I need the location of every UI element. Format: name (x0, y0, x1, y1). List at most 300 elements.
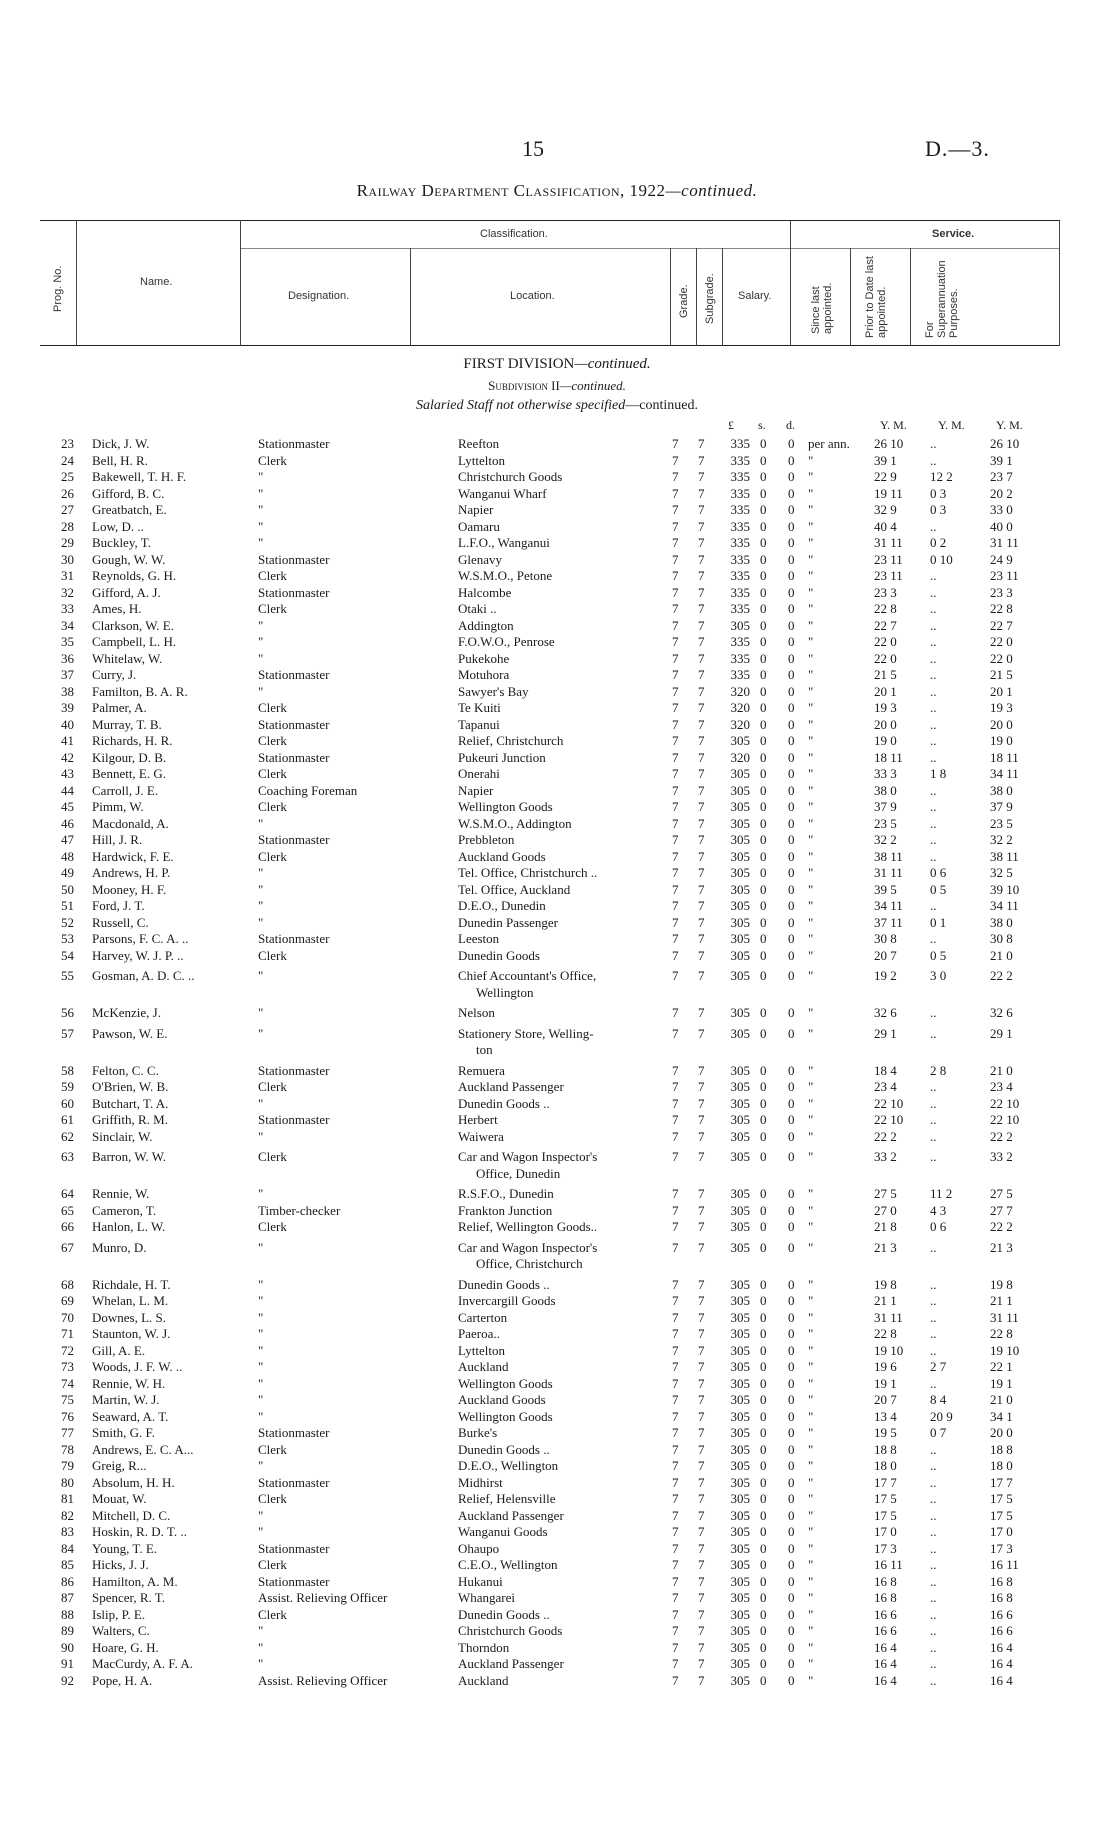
grade: 7 (672, 1425, 679, 1440)
salary-pence: 0 (788, 848, 795, 864)
service-prior: .. (930, 1309, 937, 1325)
prog-no: 85 (61, 1557, 74, 1572)
service-superannuation: 23 7 (990, 469, 1013, 484)
location: Tel. Office, Auckland (458, 881, 571, 897)
salary-period: " (808, 1202, 814, 1218)
prog-no: 35 (61, 634, 74, 649)
salary-pence: 0 (788, 865, 795, 880)
staff-name: Hicks, J. J. (92, 1557, 149, 1572)
staff-name: Bennett, E. G. (92, 766, 167, 781)
location: Wanganui Wharf (458, 485, 547, 501)
location: Dunedin Passenger (458, 914, 559, 930)
service-superannuation: 23 3 (990, 584, 1013, 600)
designation: Clerk (258, 1606, 287, 1622)
service-since-last: 18 11 (874, 749, 903, 765)
designation: " (258, 1656, 264, 1671)
service-superannuation: 19 0 (990, 733, 1013, 748)
service-prior: .. (930, 452, 937, 468)
salary-pence: 0 (788, 469, 795, 484)
service-superannuation: 31 11 (990, 1309, 1019, 1325)
salary-period: " (808, 667, 814, 682)
salary: 305 (730, 914, 750, 930)
grade: 7 (672, 584, 679, 600)
location: Oamaru (458, 518, 500, 534)
location: Tapanui (458, 716, 500, 732)
salary-pence: 0 (788, 1458, 795, 1473)
prog-no: 68 (61, 1276, 74, 1292)
service-prior: 1 8 (930, 766, 947, 781)
salary-pence: 0 (788, 1309, 795, 1325)
salary-period: " (808, 683, 814, 699)
staff-name: Walters, C. (92, 1623, 150, 1638)
salary-shillings: 0 (760, 766, 767, 781)
designation: " (258, 1375, 264, 1391)
salary-shillings: 0 (760, 1425, 767, 1440)
salary-shillings: 0 (760, 617, 767, 633)
designation: Clerk (258, 1441, 287, 1457)
service-superannuation: 33 2 (990, 1149, 1013, 1164)
salary-pence: 0 (788, 1507, 795, 1523)
salary-period: " (808, 551, 814, 567)
designation: " (258, 815, 264, 831)
prog-no: 63 (61, 1149, 74, 1164)
location: L.F.O., Wanganui (458, 535, 550, 550)
salary-shillings: 0 (760, 650, 767, 666)
location-continued: Wellington (476, 984, 534, 1000)
salary-shillings: 0 (760, 1309, 767, 1325)
salary-period: " (808, 502, 814, 517)
subgrade: 7 (698, 436, 705, 451)
salary-shillings: 0 (760, 1375, 767, 1391)
location: Addington (458, 617, 514, 633)
subgrade: 7 (698, 1540, 705, 1556)
staff-name: Smith, G. F. (92, 1425, 155, 1440)
service-prior: 8 4 (930, 1392, 947, 1407)
prog-no: 82 (61, 1507, 74, 1523)
service-since-last: 16 8 (874, 1573, 897, 1589)
subgrade: 7 (698, 469, 705, 484)
header-subgrade: Subgrade. (704, 273, 716, 324)
location: Waiwera (458, 1128, 504, 1144)
service-prior: .. (930, 848, 937, 864)
salary-shillings: 0 (760, 1408, 767, 1424)
salary-pence: 0 (788, 1005, 795, 1020)
salary-pence: 0 (788, 1095, 795, 1111)
service-since-last: 22 0 (874, 650, 897, 666)
prog-no: 47 (61, 832, 74, 847)
subgrade: 7 (698, 584, 705, 600)
salary-period: " (808, 1524, 814, 1539)
designation: " (258, 968, 264, 983)
service-since-last: 21 1 (874, 1293, 897, 1308)
location: F.O.W.O., Penrose (458, 634, 555, 649)
service-since-last: 38 0 (874, 782, 897, 798)
grade: 7 (672, 931, 679, 946)
salary: 305 (730, 898, 750, 913)
location: Thorndon (458, 1639, 510, 1655)
prog-no: 59 (61, 1079, 74, 1094)
salary: 320 (730, 749, 750, 765)
table-row (0, 1458, 1114, 1475)
service-since-last: 20 7 (874, 1392, 897, 1407)
service-since-last: 40 4 (874, 518, 897, 534)
location: Auckland Passenger (458, 1079, 564, 1094)
salary: 305 (730, 1524, 750, 1539)
location: Leeston (458, 931, 500, 946)
salary-shillings: 0 (760, 1202, 767, 1218)
salary-period: " (808, 1425, 814, 1440)
designation: Assist. Relieving Officer (258, 1590, 388, 1605)
salary-pence: 0 (788, 1573, 795, 1589)
service-prior: 20 9 (930, 1408, 953, 1424)
designation: " (258, 1623, 264, 1638)
service-since-last: 32 6 (874, 1005, 897, 1020)
staff-name: Seaward, A. T. (92, 1408, 169, 1424)
prog-no: 34 (61, 617, 74, 633)
salary: 305 (730, 1186, 750, 1201)
salary-pence: 0 (788, 683, 795, 699)
designation: " (258, 881, 264, 897)
salary-pence: 0 (788, 914, 795, 930)
designation: Stationmaster (258, 1474, 330, 1490)
service-superannuation: 16 4 (990, 1639, 1013, 1655)
location: Relief, Wellington Goods.. (458, 1219, 598, 1234)
designation: Clerk (258, 1149, 287, 1164)
service-prior: .. (930, 1507, 937, 1523)
salary: 335 (730, 551, 750, 567)
designation: " (258, 1359, 264, 1374)
service-prior: .. (930, 1079, 937, 1094)
service-prior: .. (930, 1656, 937, 1671)
salary: 335 (730, 584, 750, 600)
grade: 7 (672, 1491, 679, 1506)
prog-no: 79 (61, 1458, 74, 1473)
service-since-last: 19 0 (874, 733, 897, 748)
salary: 305 (730, 832, 750, 847)
prog-no: 76 (61, 1408, 74, 1424)
salary-shillings: 0 (760, 1672, 767, 1688)
salary-shillings: 0 (760, 914, 767, 930)
service-superannuation: 32 6 (990, 1005, 1013, 1020)
service-prior: 3 0 (930, 968, 947, 983)
prog-no: 89 (61, 1623, 74, 1638)
salary-period: " (808, 617, 814, 633)
location: Dunedin Goods (458, 947, 540, 963)
designation: Clerk (258, 601, 287, 616)
prog-no: 42 (61, 749, 74, 765)
table-row (0, 1425, 1114, 1442)
designation: " (258, 1408, 264, 1424)
service-since-last: 22 8 (874, 1326, 897, 1341)
table-row (0, 1277, 1114, 1294)
designation: " (258, 1342, 264, 1358)
staff-name: Mitchell, D. C. (92, 1507, 171, 1523)
salary-period: " (808, 485, 814, 501)
col-divider (410, 248, 411, 346)
grade: 7 (672, 601, 679, 616)
service-prior: 0 10 (930, 551, 953, 567)
table-row (0, 948, 1114, 965)
subgrade: 7 (698, 1149, 705, 1164)
header-classification: Classification. (480, 228, 548, 240)
designation: Stationmaster (258, 1573, 330, 1589)
subgrade: 7 (698, 1112, 705, 1127)
location: Dunedin Goods .. (458, 1276, 550, 1292)
staff-name: Woods, J. F. W. .. (92, 1359, 183, 1374)
service-superannuation: 19 1 (990, 1375, 1013, 1391)
location: Reefton (458, 436, 500, 451)
salary-period: " (808, 1025, 814, 1041)
grade: 7 (672, 535, 679, 550)
location: Wanganui Goods (458, 1524, 548, 1539)
staff-name: Familton, B. A. R. (92, 683, 188, 699)
table-row (0, 1491, 1114, 1508)
staff-name: Greatbatch, E. (92, 502, 167, 517)
salary: 305 (730, 782, 750, 798)
prog-no: 57 (61, 1025, 74, 1041)
salary-period: " (808, 1293, 814, 1308)
location: Nelson (458, 1005, 495, 1020)
table-row (0, 1240, 1114, 1273)
prog-no: 52 (61, 914, 74, 930)
salary-shillings: 0 (760, 1474, 767, 1490)
salary-shillings: 0 (760, 667, 767, 682)
salary-period: " (808, 1079, 814, 1094)
subgrade: 7 (698, 1573, 705, 1589)
salary-pence: 0 (788, 436, 795, 451)
salary: 305 (730, 766, 750, 781)
staff-name: Staunton, W. J. (92, 1326, 171, 1341)
salary-shillings: 0 (760, 799, 767, 814)
staff-name: Dick, J. W. (92, 436, 150, 451)
salary: 305 (730, 881, 750, 897)
salary-shillings: 0 (760, 1524, 767, 1539)
salary: 320 (730, 700, 750, 715)
salary-pence: 0 (788, 1524, 795, 1539)
salary-pence: 0 (788, 947, 795, 963)
subgrade: 7 (698, 1025, 705, 1041)
salary: 305 (730, 1062, 750, 1078)
staff-table-body (0, 436, 1114, 1689)
subgrade: 7 (698, 1375, 705, 1391)
salary-period: " (808, 832, 814, 847)
staff-name: Russell, C. (92, 914, 149, 930)
table-row (0, 915, 1114, 932)
location: Te Kuiti (458, 700, 501, 715)
location: Lyttelton (458, 1342, 505, 1358)
service-since-last: 22 2 (874, 1128, 897, 1144)
subgrade: 7 (698, 1239, 705, 1255)
staff-name: Gifford, B. C. (92, 485, 165, 501)
grade: 7 (672, 1392, 679, 1407)
grade: 7 (672, 766, 679, 781)
staff-name: Absolum, H. H. (92, 1474, 175, 1490)
salary: 305 (730, 947, 750, 963)
service-superannuation: 33 0 (990, 502, 1013, 517)
salary-shillings: 0 (760, 848, 767, 864)
service-superannuation: 18 11 (990, 749, 1019, 765)
salary-pence: 0 (788, 782, 795, 798)
salary-pence: 0 (788, 700, 795, 715)
prog-no: 31 (61, 568, 74, 583)
location: Paeroa.. (458, 1326, 500, 1341)
salary-pence: 0 (788, 584, 795, 600)
salary-period: " (808, 601, 814, 616)
table-row (0, 469, 1114, 486)
service-prior: .. (930, 1474, 937, 1490)
service-superannuation: 20 2 (990, 485, 1013, 501)
location: Christchurch Goods (458, 1623, 563, 1638)
grade: 7 (672, 848, 679, 864)
location: Tel. Office, Christchurch .. (458, 865, 598, 880)
salary-shillings: 0 (760, 947, 767, 963)
service-since-last: 23 3 (874, 584, 897, 600)
salary-period: " (808, 914, 814, 930)
salary-period: " (808, 700, 814, 715)
salary-pence: 0 (788, 1293, 795, 1308)
prog-no: 44 (61, 782, 74, 798)
salary-pence: 0 (788, 1656, 795, 1671)
location: Midhirst (458, 1474, 503, 1490)
table-row (0, 1392, 1114, 1409)
location: Lyttelton (458, 452, 505, 468)
salary-period: " (808, 1606, 814, 1622)
service-since-last: 38 11 (874, 848, 903, 864)
grade: 7 (672, 436, 679, 451)
service-prior: .. (930, 1458, 937, 1473)
prog-no: 25 (61, 469, 74, 484)
prog-no: 40 (61, 716, 74, 732)
grade: 7 (672, 634, 679, 649)
salary: 305 (730, 1128, 750, 1144)
salary-pence: 0 (788, 1557, 795, 1572)
subgrade: 7 (698, 1309, 705, 1325)
header-super: For Superannuation Purposes. (924, 260, 960, 338)
salary-shillings: 0 (760, 1639, 767, 1655)
subgrade: 7 (698, 1342, 705, 1358)
salary-period: " (808, 749, 814, 765)
grade: 7 (672, 1656, 679, 1671)
service-prior: 11 2 (930, 1186, 953, 1201)
salary-shillings: 0 (760, 700, 767, 715)
salary-shillings: 0 (760, 601, 767, 616)
service-since-last: 27 5 (874, 1186, 897, 1201)
prog-no: 91 (61, 1656, 74, 1671)
service-since-last: 20 7 (874, 947, 897, 963)
service-prior: .. (930, 1639, 937, 1655)
prog-no: 86 (61, 1573, 74, 1589)
prog-no: 41 (61, 733, 74, 748)
service-superannuation: 22 8 (990, 1326, 1013, 1341)
grade: 7 (672, 1375, 679, 1391)
table-row (0, 783, 1114, 800)
location: Ohaupo (458, 1540, 500, 1556)
location: Pukekohe (458, 650, 510, 666)
staff-name: Gough, W. W. (92, 551, 166, 567)
location: W.S.M.O., Petone (458, 568, 553, 583)
service-since-last: 33 2 (874, 1149, 897, 1164)
subgrade: 7 (698, 1005, 705, 1020)
staff-name: Mouat, W. (92, 1491, 147, 1506)
designation: Stationmaster (258, 1062, 330, 1078)
grade: 7 (672, 1095, 679, 1111)
designation: Clerk (258, 700, 287, 715)
staff-name: Griffith, R. M. (92, 1112, 168, 1127)
service-since-last: 16 11 (874, 1557, 903, 1572)
salary-shillings: 0 (760, 1458, 767, 1473)
subdivision-name: Subdivision II (488, 378, 560, 393)
table-row (0, 1541, 1114, 1558)
service-superannuation: 16 6 (990, 1623, 1013, 1638)
service-superannuation: 17 5 (990, 1491, 1013, 1506)
salary-shillings: 0 (760, 865, 767, 880)
subgrade: 7 (698, 1524, 705, 1539)
salary-period: " (808, 1656, 814, 1671)
salary-pence: 0 (788, 535, 795, 550)
service-superannuation: 38 0 (990, 782, 1013, 798)
subgrade: 7 (698, 947, 705, 963)
location: Halcombe (458, 584, 512, 600)
staff-name: Pimm, W. (92, 799, 144, 814)
table-row (0, 1293, 1114, 1310)
prog-no: 23 (61, 436, 74, 451)
service-superannuation: 16 6 (990, 1606, 1013, 1622)
service-superannuation: 20 0 (990, 1425, 1013, 1440)
prog-no: 75 (61, 1392, 74, 1407)
service-superannuation: 34 1 (990, 1408, 1013, 1424)
service-superannuation: 21 3 (990, 1239, 1013, 1255)
subgrade: 7 (698, 799, 705, 814)
designation: " (258, 1458, 264, 1473)
grade: 7 (672, 452, 679, 468)
salary-shillings: 0 (760, 1590, 767, 1605)
location: Relief, Christchurch (458, 733, 564, 748)
service-rule (790, 248, 1060, 249)
location: R.S.F.O., Dunedin (458, 1186, 554, 1201)
designation: " (258, 1392, 264, 1407)
designation: " (258, 1309, 264, 1325)
classification-rule (240, 248, 790, 249)
staff-name: Martin, W. J. (92, 1392, 160, 1407)
table-header (40, 220, 1060, 346)
header-prog-no: Prog. No. (52, 265, 64, 312)
prog-no: 30 (61, 551, 74, 567)
designation: " (258, 1276, 264, 1292)
table-row (0, 601, 1114, 618)
subgrade: 7 (698, 815, 705, 831)
salary: 305 (730, 1474, 750, 1490)
service-since-last: 17 7 (874, 1474, 897, 1490)
salary-shillings: 0 (760, 551, 767, 567)
staff-name: Hardwick, F. E. (92, 848, 174, 864)
salary-period: " (808, 1239, 814, 1255)
service-superannuation: 22 2 (990, 968, 1013, 983)
salary-period: " (808, 1540, 814, 1556)
staff-name: Rennie, W. H. (92, 1375, 166, 1391)
service-since-last: 16 6 (874, 1623, 897, 1638)
subgrade: 7 (698, 1359, 705, 1374)
service-superannuation: 18 0 (990, 1458, 1013, 1473)
service-superannuation: 16 4 (990, 1656, 1013, 1671)
staff-name: Mooney, H. F. (92, 881, 167, 897)
salary-pence: 0 (788, 1202, 795, 1218)
location: Wellington Goods (458, 1375, 553, 1391)
salary-period: " (808, 881, 814, 897)
designation: " (258, 617, 264, 633)
table-row (0, 1524, 1114, 1541)
service-superannuation: 23 11 (990, 568, 1019, 583)
service-superannuation: 24 9 (990, 551, 1013, 567)
